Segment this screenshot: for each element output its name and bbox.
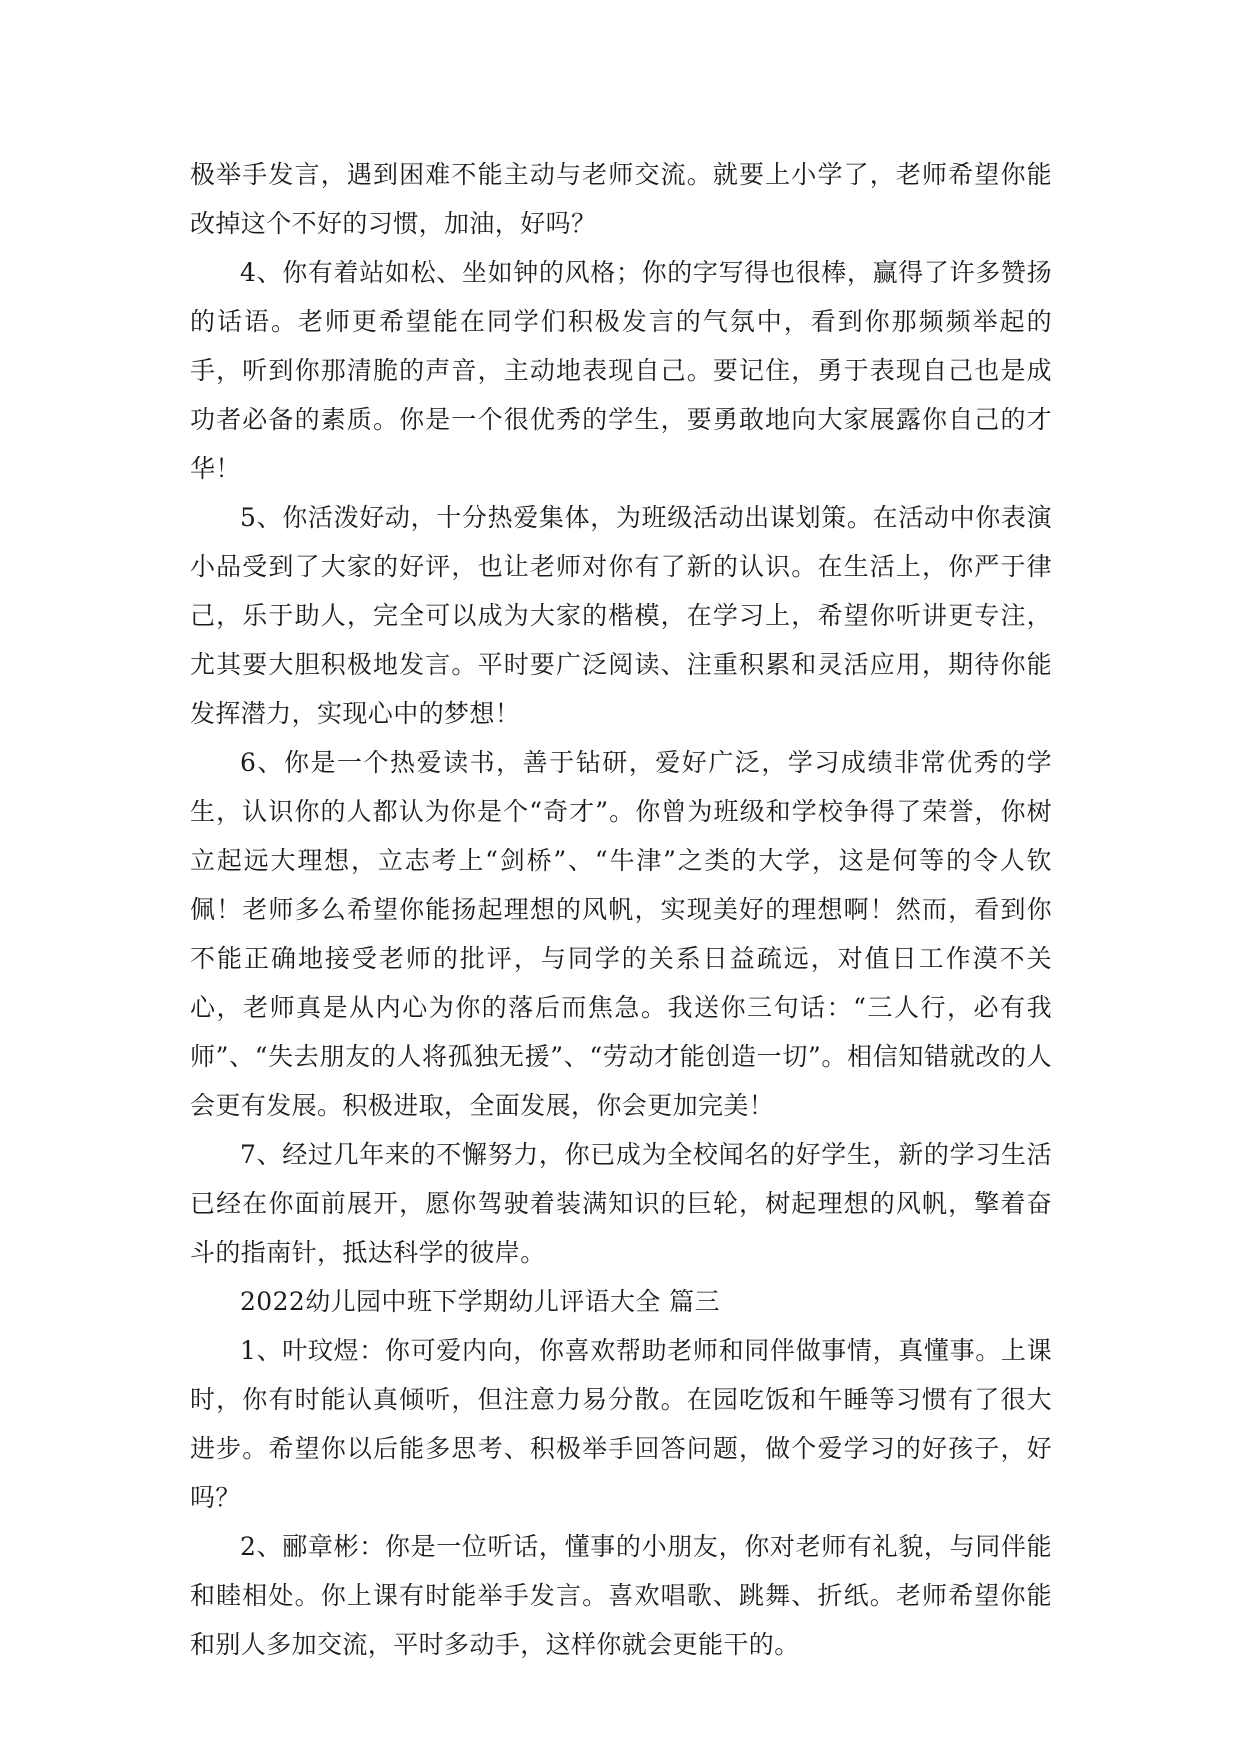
paragraph-continuation: 极举手发言，遇到困难不能主动与老师交流。就要上小学了，老师希望你能改掉这个不好的习惯，加油，好吗？ bbox=[190, 160, 1052, 238]
paragraph-comment-6: 6、你是一个热爱读书，善于钻研，爱好广泛，学习成绩非常优秀的学生，认识你的人都认为你是个“奇才”。你曾为班级和学校争得了荣誉，你树立起远大理想，立志考上“剑桥”、“牛津”之类的大学，这是何等的令人钦佩！老师多么希望你能扬起理想的风帆，实现美好的理想啊！然而，看到你不能正确地接受老师的批评，与同学的关系日益疏远，对值日工作漠不关心，老师真是从内心为你的落后而焦急。我送你三句话：“三人行，必有我师”、“失去朋友的人将孤独无援”、“劳动才能创造一切”。相信知错就改的人会更有发展。积极进取，全面发展，你会更加完美！ bbox=[190, 748, 1052, 1120]
paragraph-comment-7: 7、经过几年来的不懈努力，你已成为全校闻名的好学生，新的学习生活已经在你面前展开，愿你驾驶着装满知识的巨轮，树起理想的风帆，擎着奋斗的指南针，抵达科学的彼岸。 bbox=[190, 1140, 1052, 1267]
paragraph-comment-5: 5、你活泼好动，十分热爱集体，为班级活动出谋划策。在活动中你表演小品受到了大家的好评，也让老师对你有了新的认识。在生活上，你严于律己，乐于助人，完全可以成为大家的楷模，在学习上，希望你听讲更专注，尤其要大胆积极地发言。平时要广泛阅读、注重积累和灵活应用，期待你能发挥潜力，实现心中的梦想！ bbox=[190, 503, 1052, 728]
paragraph-section-comment-1: 1、叶玟煜：你可爱内向，你喜欢帮助老师和同伴做事情，真懂事。上课时，你有时能认真倾听，但注意力易分散。在园吃饭和午睡等习惯有了很大进步。希望你以后能多思考、积极举手回答问题，做个爱学习的好孩子，好吗？ bbox=[190, 1336, 1052, 1512]
paragraph-comment-4: 4、你有着站如松、坐如钟的风格；你的字写得也很棒，赢得了许多赞扬的话语。老师更希望能在同学们积极发言的气氛中，看到你那频频举起的手，听到你那清脆的声音，主动地表现自己。要记住，勇于表现自己也是成功者必备的素质。你是一个很优秀的学生，要勇敢地向大家展露你自己的才华！ bbox=[190, 258, 1052, 483]
section-heading: 2022幼儿园中班下学期幼儿评语大全 篇三 bbox=[240, 1287, 720, 1316]
document-body bbox=[190, 150, 1052, 1669]
paragraph-section-comment-2: 2、郦章彬：你是一位听话，懂事的小朋友，你对老师有礼貌，与同伴能和睦相处。你上课有时能举手发言。喜欢唱歌、跳舞、折纸。老师希望你能和别人多加交流，平时多动手，这样你就会更能干的。 bbox=[190, 1532, 1052, 1659]
